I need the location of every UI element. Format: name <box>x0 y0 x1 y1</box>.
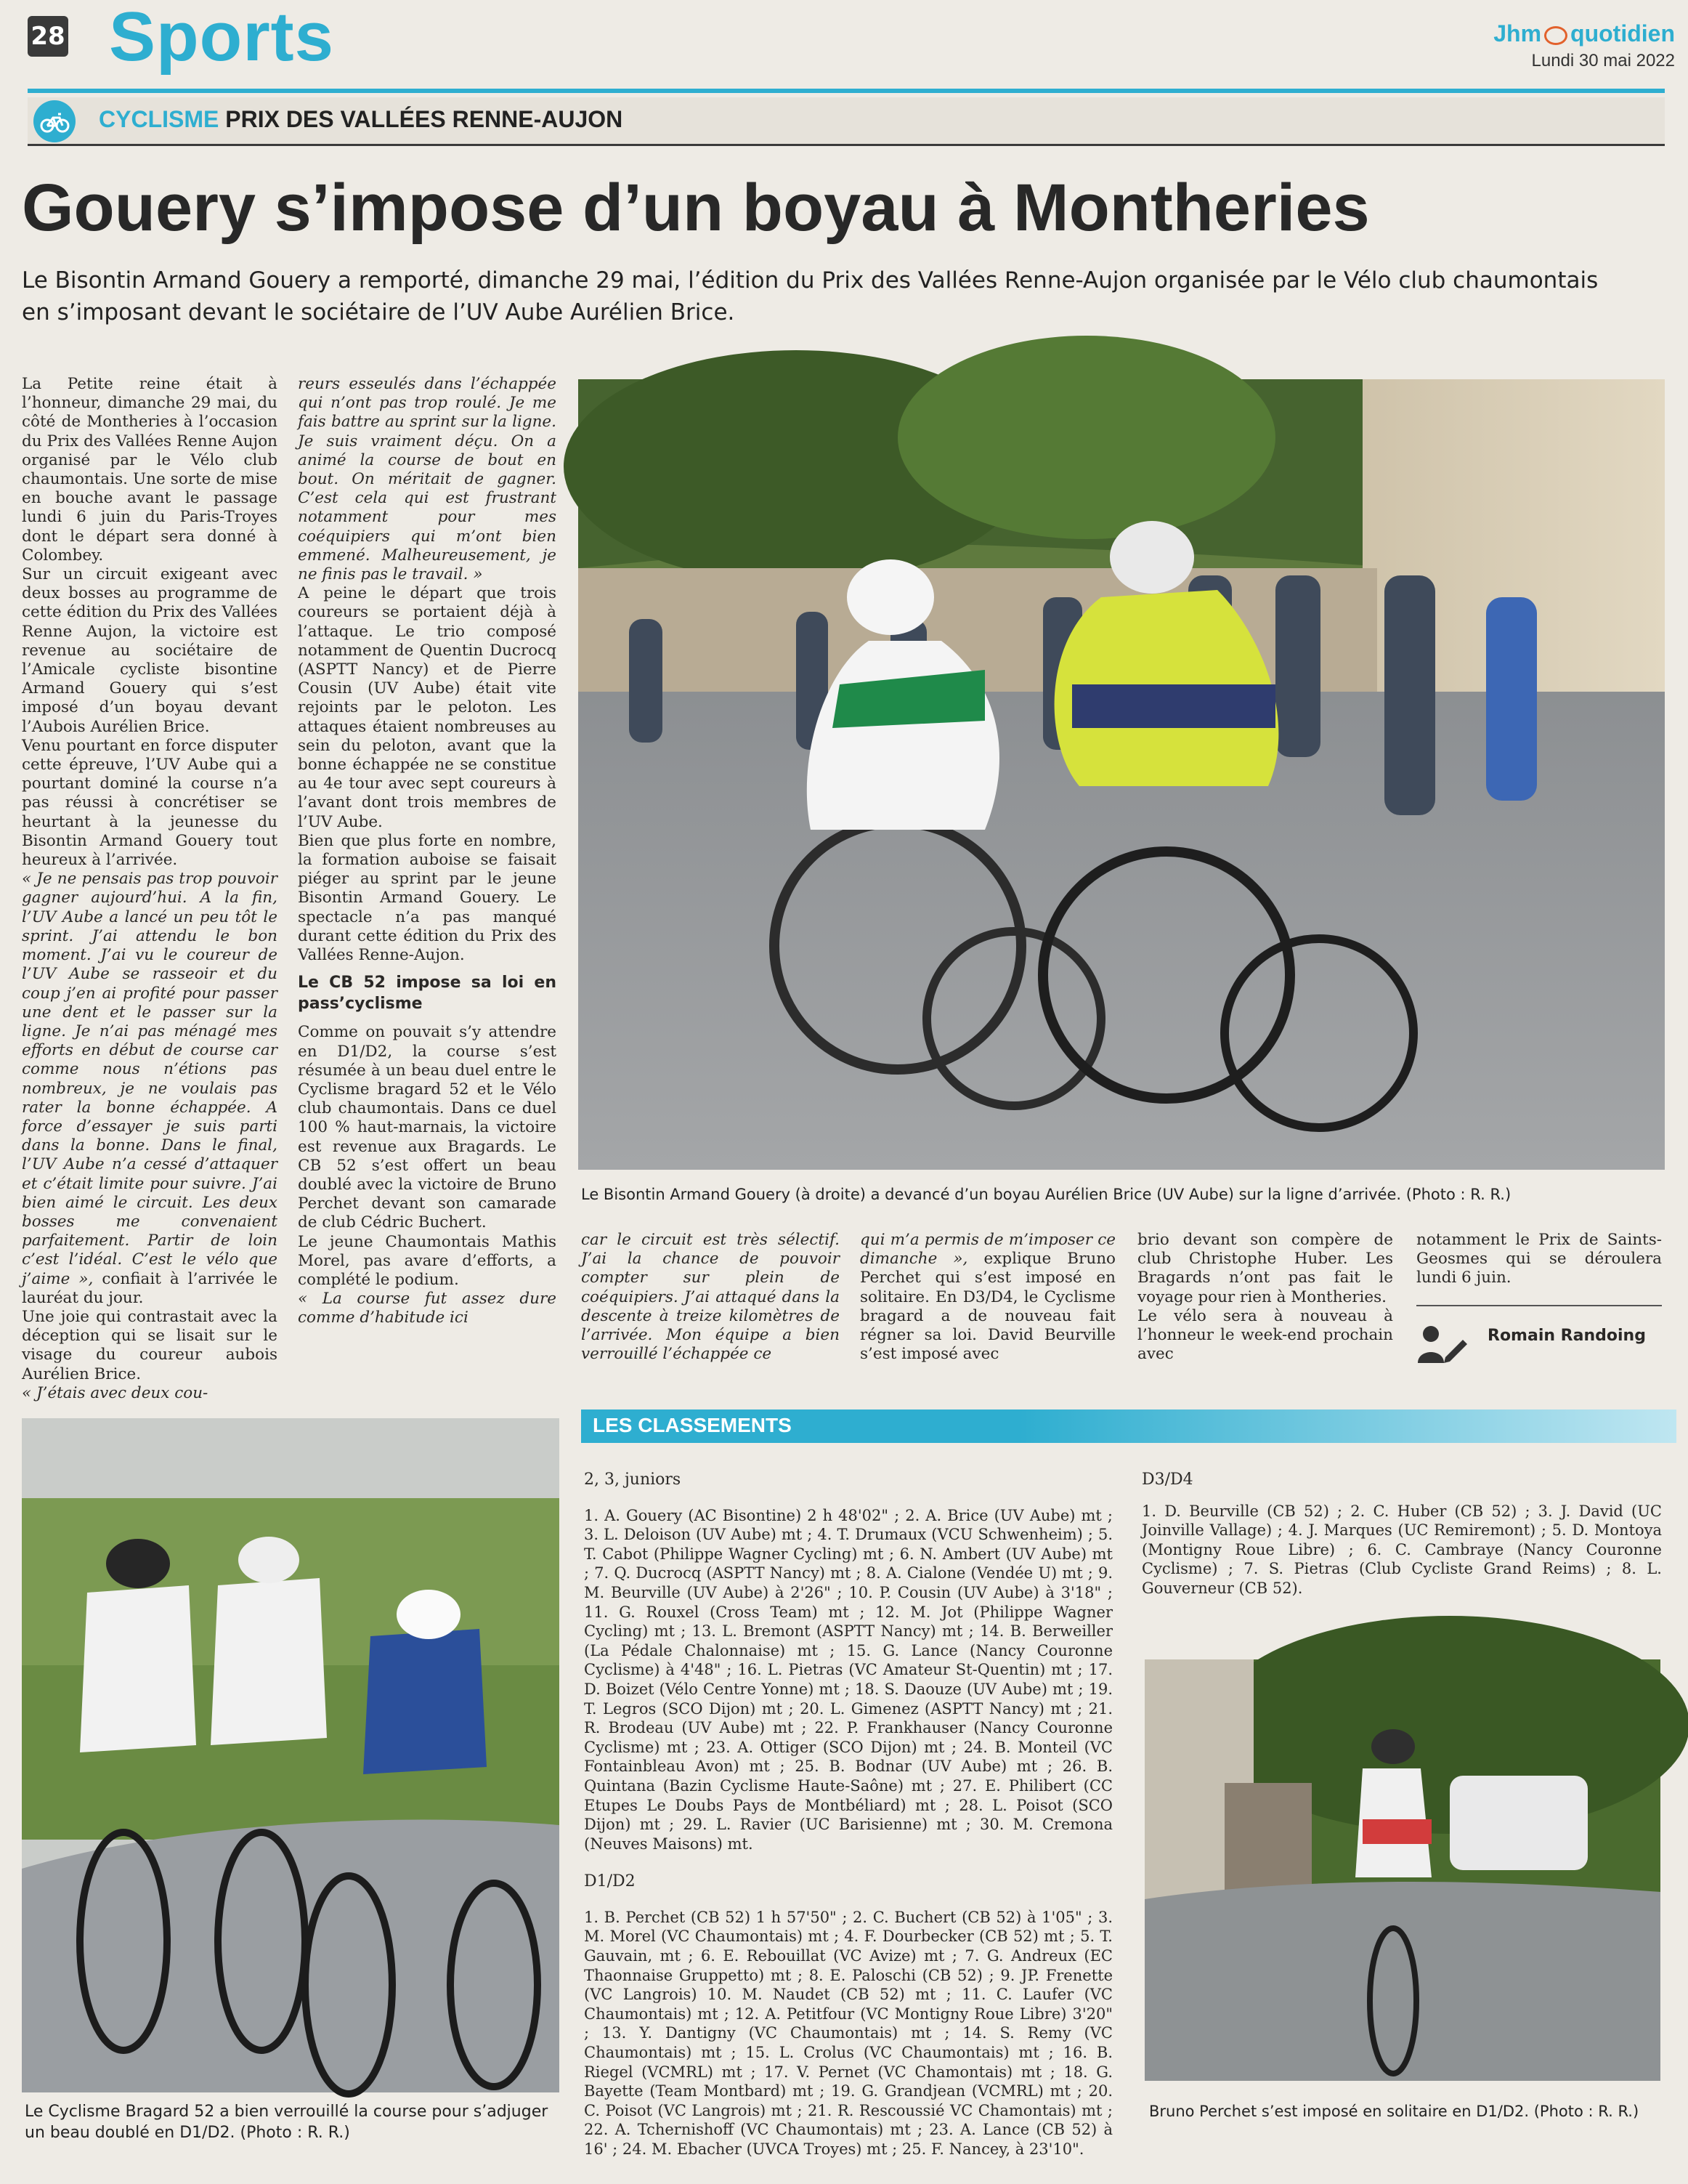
right-photo <box>1145 1659 1660 2081</box>
rankings-column-2 <box>1142 1471 1662 1642</box>
rankings-title: LES CLASSEMENTS <box>593 1414 792 1436</box>
bicycle-icon <box>33 100 76 142</box>
rubric-title: PRIX DES VALLÉES RENNE-AUJON <box>225 106 623 132</box>
header-rule <box>28 89 1665 93</box>
section-title: Sports <box>109 0 335 76</box>
rankings-category-title: D1/D2 <box>584 1872 636 1891</box>
quote-attribution: confiait à l’arrivée le lauréat du jour. <box>22 1269 277 1307</box>
rankings-column-1 <box>584 1471 1113 2158</box>
paragraph: explique Bruno Perchet qui s’est imposé en solitaire. En D3/D4, le Cyclisme bragard a de nouveau fait régner sa loi. David Beurville s’est imposé avec <box>860 1250 1116 1364</box>
brand-logo-icon <box>1544 26 1567 45</box>
paragraph: Comme on pouvait s’y attendre en D1/D2, la course s’est résumée à un beau duel entre le Cyclisme bragard 52 et le Vélo club chaumontais. Dans ce duel 100 % haut-marnais, la victoire est revenue aux Bragards. Le CB 52 s’est offert un beau doublé avec la victoire de Bruno Perchet devant son camarade de club Cédric Buchert. <box>298 1023 556 1232</box>
brand-left: Jhm <box>1493 20 1542 46</box>
left-photo-caption: Le Cyclisme Bragard 52 a bien verrouillé la course pour s’adjuger un beau doublé en D1/D2. (Photo : R. R.) <box>25 2103 548 2142</box>
author-pen-icon <box>1416 1324 1469 1364</box>
rankings-category-title: 2, 3, juniors <box>584 1471 681 1489</box>
page-number: 28 <box>28 16 68 57</box>
main-photo-caption: Le Bisontin Armand Gouery (à droite) a devancé d’un boyau Aurélien Brice (UV Aube) sur la ligne d’arrivée. (Photo : R. R.) <box>581 1186 1512 1203</box>
quote: car le circuit est très sélectif. J’ai la chance de pouvoir compter sur plein de coéquipiers. J’ai attaqué dans la descente à treize kilomètres de l’arrivée. Mon équipe a bien verrouillé l’échappée ce <box>581 1231 840 1364</box>
paragraph: Une joie qui contrastait avec la déception qui se lisait sur le visage du coureur aubois Aurélien Brice. <box>22 1307 277 1383</box>
right-photo-caption: Bruno Perchet s’est imposé en solitaire en D1/D2. (Photo : R. R.) <box>1149 2103 1639 2120</box>
subheading: Le CB 52 impose sa loi en pass’cyclisme <box>298 974 556 1014</box>
quote: qui m’a permis de m’imposer ce dimanche », <box>860 1231 1116 1269</box>
paragraph: Sur un circuit exigeant avec deux bosses au programme de cette édition du Prix des Vallées Renne Aujon, la victoire est revenue au sociétaire de l’Amicale cycliste bisontine Armand Gouery qui s’est imposé d’un boyau devant l’Aubois Aurélien Brice. <box>22 565 277 736</box>
rubric-category: CYCLISME <box>99 106 219 132</box>
quote: reurs esseulés dans l’échappée qui n’ont pas trop roulé. Je me fais battre au sprint sur la ligne. Je suis vraiment déçu. On a animé la course de bout en bout. On méritait de gagner. C’est cela qui est frustrant notamment pour mes coéquipiers qui m’ont bien emmené. Malheureusement, je ne finis pas le travail. » <box>298 375 556 584</box>
paragraph: brio devant son compère de club Christophe Huber. Les Bragards n’ont pas fait le voyage pour rien à Montheries. <box>1137 1231 1393 1306</box>
article-column-4 <box>860 1231 1116 1386</box>
rankings-list: 1. A. Gouery (AC Bisontine) 2 h 48'02" ; 2. A. Brice (UV Aube) mt ; 3. L. Deloison (UV Aube) mt ; 4. T. Drumaux (VCU Schwenheim) ; 5. T. Cabot (Philippe Wagner Cycling) mt ; 6. N. Ambert (UV Aube) mt ; 7. Q. Ducrocq (ASPTT Nancy) mt ; 8. A. Cialone (Vendée U) mt ; 9. M. Beurville (UV Aube) à 2'26" ; 10. P. Cousin (UV Aube) à 3'18" ; 11. G. Rouxel (Cross Team) mt ; 12. M. Jot (Philippe Wagner Cycling) mt ; 13. L. Bremont (ASPTT Nancy) mt ; 14. B. Berweiller (La Pédale Chalonnaise) mt ; 15. G. Lance (Nancy Couronne Cyclisme) à 4'48" ; 16. L. Pietras (VC Amateur St-Quentin) mt ; 17. D. Boizet (Vélo Centre Yonne) mt ; 18. S. Daouze (UV Aube) mt ; 19. T. Legros (SCO Dijon) mt ; 20. L. Gimenez (ASPTT Nancy) mt ; 21. R. Brodeau (UV Aube) mt ; 22. P. Frankhauser (Nancy Couronne Cyclisme) mt ; 23. A. Ottiger (SCO Dijon) mt ; 24. B. Monteil (VC Fontainbleau Avon) mt ; 25. B. Bodnar (UV Aube) mt ; 26. B. Quintana (Bazin Cyclisme Haute-Saône) mt ; 27. E. Philibert (CC Etupes Le Doubs Pays de Montbéliard) mt ; 28. L. Poisot (SCO Dijon) mt ; 29. L. Ravier (UC Barisienne) mt ; 30. M. Cremona (Neuves Maisons) mt. <box>584 1506 1113 1853</box>
rubric <box>99 106 622 133</box>
paragraph: La Petite reine était à l’honneur, dimanche 29 mai, du côté de Montheries à l’occasion du Prix des Vallées Renne Aujon organisé par le Vélo club chaumontais. Une sorte de mise en bouche avant le passage lundi 6 juin du Paris-Troyes dont le départ sera donné à Colombey. <box>22 375 277 565</box>
paragraph: notamment le Prix de Saints-Geosmes qui se déroulera lundi 6 juin. <box>1416 1231 1662 1287</box>
article-column-5 <box>1137 1231 1393 1386</box>
paragraph: Bien que plus forte en nombre, la formation auboise se faisait piéger au sprint par le jeune Bisontin Armand Gouery. Le spectacle n’a pas manqué durant cette édition du Prix des Vallées Renne-Aujon. <box>298 831 556 965</box>
article-column-1 <box>22 375 277 1402</box>
rankings-list: 1. B. Perchet (CB 52) 1 h 57'50" ; 2. C. Buchert (CB 52) à 1'05" ; 3. M. Morel (VC Chaumontais) mt ; 4. F. Dourbecker (CB 52) mt ; 5. T. Gauvain, mt ; 6. E. Rebouillat (VC Avize) mt ; 7. G. Andreux (EC Thaonnaise Gruppetto) mt ; 8. E. Paloschi (CB 52) ; 9. JP. Frenette (VC Langrois) 10. M. Naudet (CB 52) mt ; 11. C. Laufer (VC Chaumontais) mt ; 12. A. Petitfour (VC Montigny Roue Libre) 3'20" ; 13. Y. Dantigny (VC Chaumontais) mt ; 14. S. Remy (VC Chaumontais) mt ; 15. L. Crolus (VC Chaumontais) mt ; 16. B. Riegel (VCMRL) mt ; 17. V. Pernet (VC Chamontais) mt ; 18. G. Bayette (Team Montbard) mt ; 19. G. Grandjean (VCMRL) mt ; 20. C. Poisot (VC Langrois) mt ; 21. R. Rescoussié VC Chamontais) mt ; 22. A. Tchernishoff (VC Chaumontais) mt ; 23. A. Lance (CB 52) à 16' ; 24. M. Ebacher (UVCA Troyes) mt ; 25. F. Nancey, à 23'10". <box>584 1908 1113 2158</box>
paragraph: A peine le départ que trois coureurs se portaient déjà à l’attaque. Le trio composé notamment de Quentin Ducrocq (ASPTT Nancy) et de Pierre Cousin (UV Aube) était vite rejoints par le peloton. Les attaques étaient nombreuses au sein du peloton, avant que la bonne échappée ne se constitue au 4e tour avec sept coureurs à l’avant dont trois membres de l’UV Aube. <box>298 584 556 831</box>
rankings-category-title: D3/D4 <box>1142 1471 1193 1489</box>
brand-right: quotidien <box>1570 20 1675 46</box>
issue-date: Lundi 30 mai 2022 <box>1531 51 1675 70</box>
article-column-2 <box>298 375 556 1363</box>
left-photo <box>22 1418 559 2092</box>
paragraph: Le jeune Chaumontais Mathis Morel, pas avare d’efforts, a complété le podium. <box>298 1232 556 1289</box>
quote: « La course fut assez dure comme d’habitude ici <box>298 1290 556 1327</box>
author-separator <box>1416 1305 1662 1306</box>
newspaper-brand <box>1493 20 1675 47</box>
author-name: Romain Randoing <box>1488 1327 1646 1345</box>
article-column-6 <box>1416 1231 1662 1303</box>
article-column-3 <box>581 1231 840 1386</box>
rankings-list: 1. D. Beurville (CB 52) ; 2. C. Huber (CB 52) ; 3. J. David (UC Joinville Vallage) ; 4. J. Marques (UC Remiremont) ; 5. D. Montoya (Montigny Roue Libre) ; 6. C. Cambraye (Nancy Couronne Cyclisme) ; 7. S. Pietras (Club Cycliste Grand Reims) ; 8. L. Gouverneur (CB 52). <box>1142 1502 1662 1597</box>
main-photo <box>578 379 1665 1170</box>
quote: « J’étais avec deux cou- <box>22 1383 208 1402</box>
article-headline: Gouery s’impose d’un boyau à Montheries <box>22 171 1370 245</box>
paragraph: Venu pourtant en force disputer cette épreuve, l’UV Aube qui a pourtant dominé la course n’a pas réussi à concrétiser se heurtant à la jeunesse du Bisontin Armand Gouery tout heureux à l’arrivée. <box>22 736 277 870</box>
paragraph: Le vélo sera à nouveau à l’honneur le week-end prochain avec <box>1137 1306 1393 1364</box>
article-lead: Le Bisontin Armand Gouery a remporté, dimanche 29 mai, l’édition du Prix des Vallées Renne-Aujon organisée par le Vélo club chaumontais en s’imposant devant le sociétaire de l’UV Aube Aurélien Brice. <box>22 267 1599 325</box>
quote: « Je ne pensais pas trop pouvoir gagner aujourd’hui. A la fin, l’UV Aube a lancé un peu tôt le sprint. J’ai attendu le bon moment. J’ai vu le coureur de l’UV Aube se rasseoir et du coup j’en ai profité pour passer une dent et le passer sur la ligne. Je n’ai pas ménagé mes efforts en début de course car comme nous n’étions pas nombreux, je ne voulais pas rater la bonne échappée. A force d’essayer je suis parti dans la bonne. Dans le final, l’UV Aube n’a cessé d’attaquer et c’était limite pour suivre. J’ai bien aimé le circuit. Les deux bosses me convenaient parfaitement. Partir de loin c’est l’idéal. C’est le vélo que j’aime », <box>22 870 277 1288</box>
